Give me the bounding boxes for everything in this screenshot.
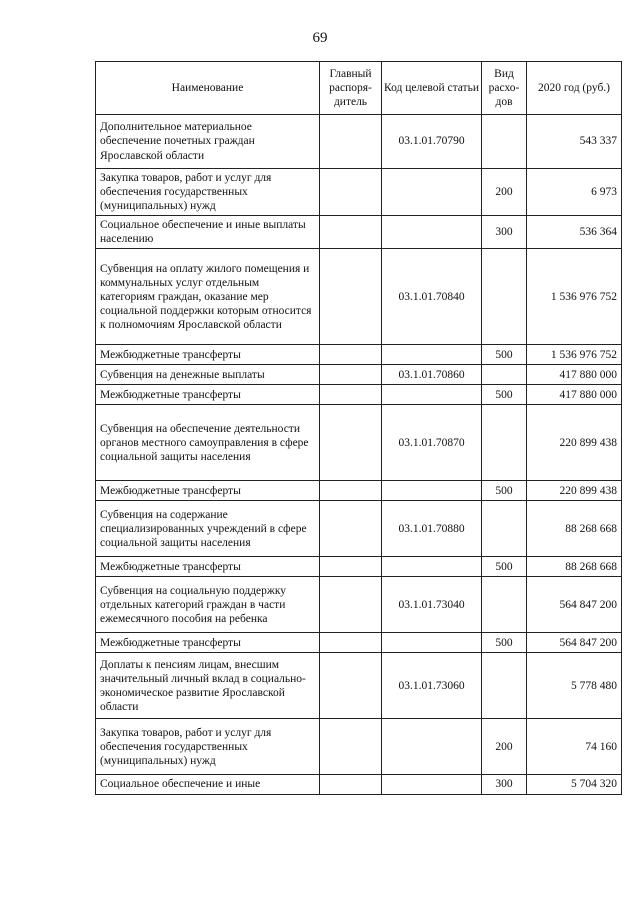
row-manager-cell (320, 653, 382, 719)
row-amount-cell: 5 778 480 (527, 653, 622, 719)
page-number: 69 (312, 30, 328, 46)
row-code-cell: 03.1.01.70880 (382, 501, 482, 557)
header-manager: Главный распоря-дитель (320, 62, 382, 115)
row-code-cell (382, 385, 482, 405)
row-expense-type-cell: 300 (482, 216, 527, 249)
row-code-cell: 03.1.01.70870 (382, 405, 482, 481)
table-row (96, 169, 622, 216)
row-expense-type-cell (482, 249, 527, 345)
row-name-cell: Субвенция на денежные выплаты (96, 365, 320, 385)
row-name-cell: Субвенция на социальную поддержку отдельных категорий граждан в части ежемесячного пособия на ребенка (96, 577, 320, 633)
table-row (96, 653, 622, 719)
row-code-cell: 03.1.01.70840 (382, 249, 482, 345)
table-header-row (96, 62, 622, 115)
row-name-cell: Межбюджетные трансферты (96, 481, 320, 501)
row-expense-type-cell: 500 (482, 481, 527, 501)
row-code-cell (382, 481, 482, 501)
row-expense-type-cell: 500 (482, 557, 527, 577)
budget-table (95, 61, 622, 795)
row-manager-cell (320, 405, 382, 481)
row-manager-cell (320, 775, 382, 795)
row-expense-type-cell (482, 405, 527, 481)
table-row (96, 577, 622, 633)
header-expense-type: Вид расхо-дов (482, 62, 527, 115)
table-row (96, 557, 622, 577)
row-amount-cell: 417 880 000 (527, 385, 622, 405)
row-amount-cell: 417 880 000 (527, 365, 622, 385)
row-expense-type-cell (482, 577, 527, 633)
table-row (96, 115, 622, 169)
table-row (96, 345, 622, 365)
row-name-cell: Социальное обеспечение и иные выплаты населению (96, 216, 320, 249)
row-amount-cell: 220 899 438 (527, 481, 622, 501)
row-code-cell (382, 719, 482, 775)
table-row (96, 249, 622, 345)
row-amount-cell: 543 337 (527, 115, 622, 169)
row-expense-type-cell (482, 501, 527, 557)
row-amount-cell: 74 160 (527, 719, 622, 775)
table-row (96, 405, 622, 481)
row-expense-type-cell (482, 653, 527, 719)
row-amount-cell: 220 899 438 (527, 405, 622, 481)
table-row (96, 501, 622, 557)
row-name-cell: Межбюджетные трансферты (96, 633, 320, 653)
row-amount-cell: 564 847 200 (527, 633, 622, 653)
row-manager-cell (320, 216, 382, 249)
row-name-cell: Субвенция на содержание специализированных учреждений в сфере социальной защиты населения (96, 501, 320, 557)
row-manager-cell (320, 557, 382, 577)
row-expense-type-cell: 500 (482, 633, 527, 653)
row-amount-cell: 88 268 668 (527, 557, 622, 577)
row-code-cell (382, 775, 482, 795)
row-code-cell (382, 169, 482, 216)
row-manager-cell (320, 719, 382, 775)
row-amount-cell: 1 536 976 752 (527, 249, 622, 345)
row-name-cell: Дополнительное материальное обеспечение почетных граждан Ярославской области (96, 115, 320, 169)
row-expense-type-cell: 500 (482, 345, 527, 365)
row-amount-cell: 6 973 (527, 169, 622, 216)
row-name-cell: Межбюджетные трансферты (96, 345, 320, 365)
table-row (96, 481, 622, 501)
row-expense-type-cell: 200 (482, 719, 527, 775)
table-row (96, 385, 622, 405)
row-manager-cell (320, 633, 382, 653)
row-expense-type-cell (482, 115, 527, 169)
row-code-cell: 03.1.01.70860 (382, 365, 482, 385)
row-amount-cell: 1 536 976 752 (527, 345, 622, 365)
row-expense-type-cell: 500 (482, 385, 527, 405)
row-name-cell: Доплаты к пенсиям лицам, внесшим значительный личный вклад в социально-экономическое развитие Ярославской области (96, 653, 320, 719)
table-row (96, 216, 622, 249)
row-expense-type-cell (482, 365, 527, 385)
row-amount-cell: 5 704 320 (527, 775, 622, 795)
row-amount-cell: 88 268 668 (527, 501, 622, 557)
row-manager-cell (320, 481, 382, 501)
row-manager-cell (320, 501, 382, 557)
row-code-cell (382, 557, 482, 577)
row-code-cell (382, 345, 482, 365)
header-amount: 2020 год (руб.) (527, 62, 622, 115)
header-code: Код целевой статьи (382, 62, 482, 115)
row-name-cell: Закупка товаров, работ и услуг для обеспечения государственных (муниципальных) нужд (96, 719, 320, 775)
row-name-cell: Субвенция на обеспечение деятельности органов местного самоуправления в сфере социальной защиты населения (96, 405, 320, 481)
row-code-cell (382, 216, 482, 249)
row-code-cell (382, 633, 482, 653)
table-row (96, 775, 622, 795)
row-expense-type-cell: 200 (482, 169, 527, 216)
table-row (96, 633, 622, 653)
row-manager-cell (320, 115, 382, 169)
row-code-cell: 03.1.01.70790 (382, 115, 482, 169)
table-row (96, 719, 622, 775)
row-manager-cell (320, 577, 382, 633)
row-manager-cell (320, 345, 382, 365)
row-name-cell: Закупка товаров, работ и услуг для обеспечения государственных (муниципальных) нужд (96, 169, 320, 216)
row-name-cell: Межбюджетные трансферты (96, 385, 320, 405)
row-name-cell: Межбюджетные трансферты (96, 557, 320, 577)
row-code-cell: 03.1.01.73040 (382, 577, 482, 633)
row-manager-cell (320, 249, 382, 345)
header-name: Наименование (96, 62, 320, 115)
row-amount-cell: 564 847 200 (527, 577, 622, 633)
row-name-cell: Субвенция на оплату жилого помещения и коммунальных услуг отдельным категориям граждан, оказание мер социальной поддержки которым относится к полномочиям Ярославской области (96, 249, 320, 345)
row-manager-cell (320, 169, 382, 216)
table-row (96, 365, 622, 385)
row-name-cell: Социальное обеспечение и иные (96, 775, 320, 795)
row-amount-cell: 536 364 (527, 216, 622, 249)
row-manager-cell (320, 365, 382, 385)
row-expense-type-cell: 300 (482, 775, 527, 795)
row-manager-cell (320, 385, 382, 405)
row-code-cell: 03.1.01.73060 (382, 653, 482, 719)
